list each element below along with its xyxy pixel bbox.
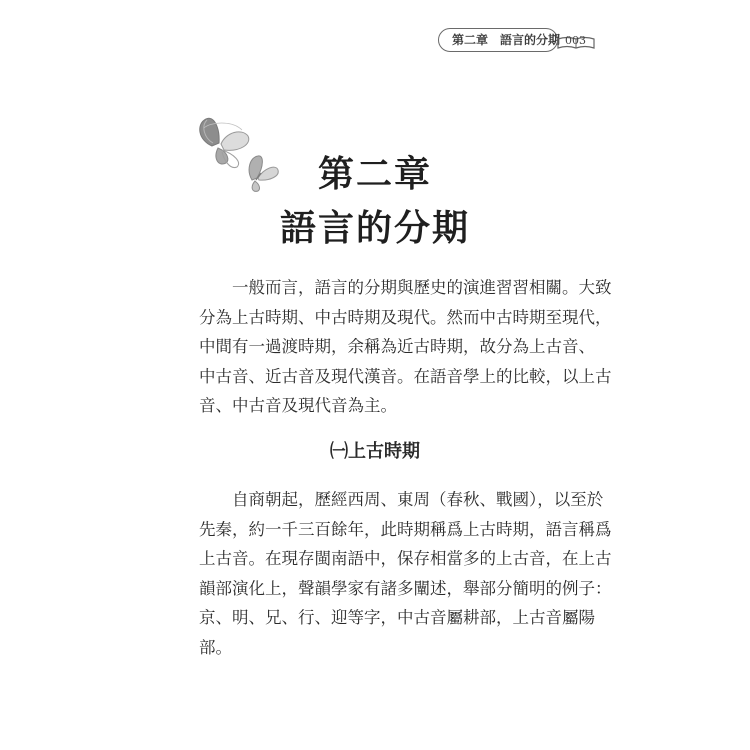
paragraph-line: 分為上古時期、中古時期及現代。然而中古時期至現代， <box>199 307 612 327</box>
paragraph-line: 上古音。在現存閩南語中，保存相當多的上古音，在上古 <box>199 549 612 568</box>
paragraph-line: 京、明、兄、行、迎等字，中古音屬耕部，上古音屬陽 <box>199 608 595 627</box>
section-paragraph <box>199 485 612 662</box>
chapter-title: 語言的分期 <box>279 208 470 249</box>
paragraph-line: 音、中古音及現代音為主。 <box>199 396 397 415</box>
paragraph-line: 韻部演化上，聲韻學家有諸多闡述，舉部分簡明的例子： <box>199 578 612 598</box>
running-header-chapter-label: 第二章 語言的分期 <box>452 33 561 47</box>
page-number: 003 <box>565 34 586 47</box>
paragraph-line: 先秦，約一千三百餘年，此時期稱爲上古時期，語言稱爲 <box>199 519 612 539</box>
paragraph-line: 部。 <box>199 637 232 657</box>
running-header <box>438 28 596 54</box>
intro-paragraph <box>199 273 612 421</box>
paragraph-line: 一般而言，語言的分期與歷史的演進習習相關。大致 <box>199 278 612 297</box>
paragraph-line: 自商朝起，歷經西周、東周（春秋、戰國），以至於 <box>199 490 604 509</box>
chapter-number: 第二章 <box>317 154 432 195</box>
section-heading: ㈠上古時期 <box>330 441 420 462</box>
paragraph-line: 中間有一過渡時期，余稱為近古時期，故分為上古音、 <box>199 337 595 356</box>
paragraph-line: 中古音、近古音及現代漢音。在語音學上的比較，以上古 <box>199 366 612 386</box>
